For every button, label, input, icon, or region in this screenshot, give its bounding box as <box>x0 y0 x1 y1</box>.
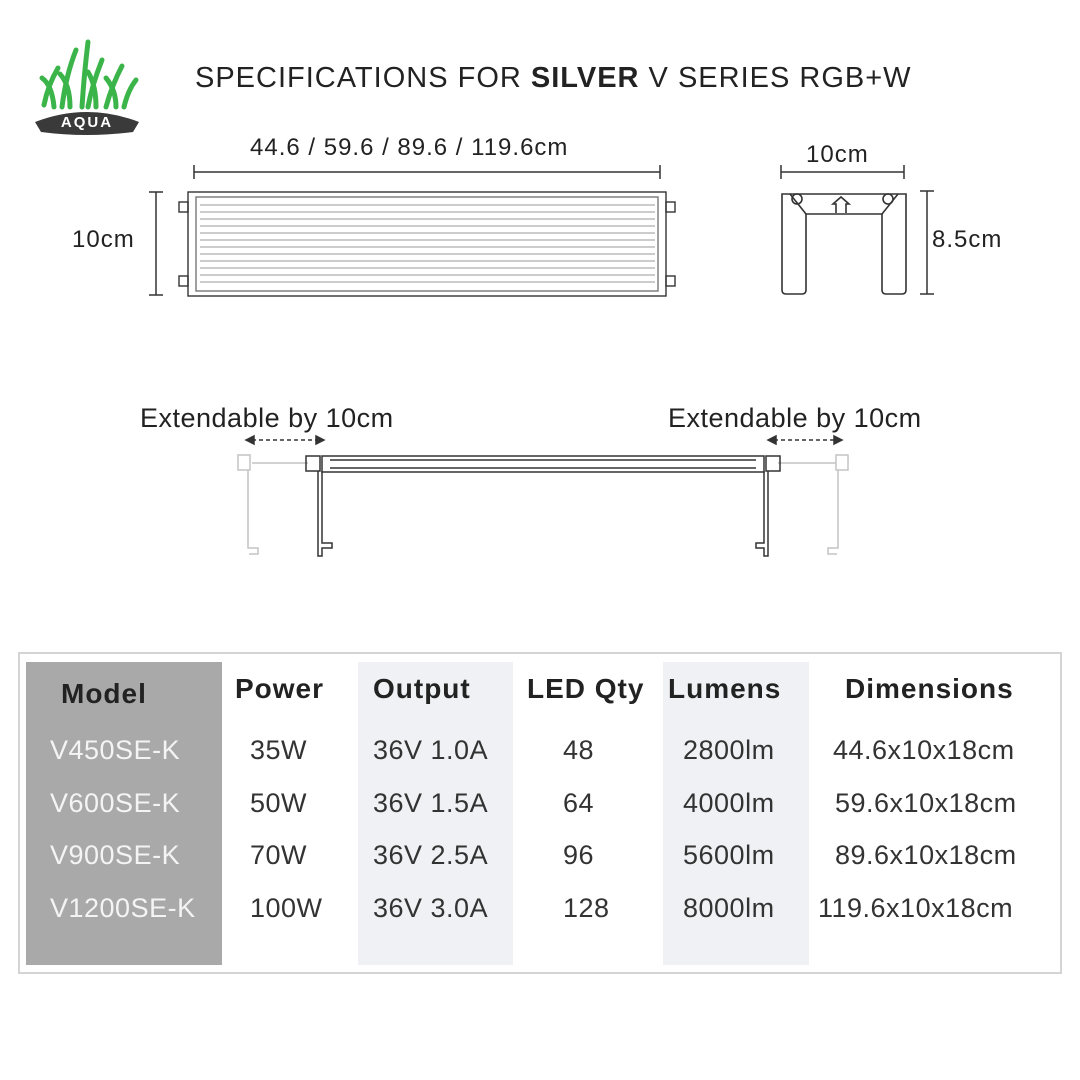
table-cell-power: 70W <box>250 840 308 870</box>
extend-arrow-left <box>246 436 324 444</box>
table-cell-lumens: 2800lm <box>683 735 775 765</box>
table-cell-dimensions: 119.6x10x18cm <box>818 893 1014 923</box>
table-cell-led-qty: 128 <box>563 893 610 923</box>
title-emphasis: SILVER <box>530 62 640 94</box>
table-cell-lumens: 5600lm <box>683 840 775 870</box>
extend-arrow-right <box>768 436 842 444</box>
table-cell-model: V600SE-K <box>50 788 181 818</box>
extend-label-right: Extendable by 10cm <box>668 403 922 433</box>
table-cell-led-qty: 64 <box>563 788 595 818</box>
lamp-top-view <box>179 192 675 296</box>
table-cell-lumens: 8000lm <box>683 893 775 923</box>
table-cell-model: V1200SE-K <box>50 893 196 923</box>
table-cell-output: 36V 1.0A <box>373 735 489 765</box>
table-cell-power: 50W <box>250 788 308 818</box>
ghost-bracket-right <box>778 455 848 554</box>
table-cell-lumens: 4000lm <box>683 788 775 818</box>
end-width-dimension-line <box>781 165 904 179</box>
header-dimensions: Dimensions <box>845 673 1014 704</box>
table-cell-output: 36V 2.5A <box>373 840 489 870</box>
table-cell-model: V900SE-K <box>50 840 181 870</box>
table-cell-dimensions: 59.6x10x18cm <box>835 788 1017 818</box>
header-model: Model <box>61 678 147 709</box>
table-cell-led-qty: 96 <box>563 840 595 870</box>
header-output: Output <box>373 673 471 704</box>
table-cell-output: 36V 3.0A <box>373 893 489 923</box>
length-label: 44.6 / 59.6 / 89.6 / 119.6cm <box>250 134 569 161</box>
table-cell-power: 100W <box>250 893 323 923</box>
lamp-side-view <box>238 455 848 556</box>
lamp-end-view <box>782 194 906 294</box>
depth-label: 10cm <box>72 226 135 253</box>
extend-label-left: Extendable by 10cm <box>140 403 394 433</box>
table-cell-model: V450SE-K <box>50 735 181 765</box>
table-cell-dimensions: 89.6x10x18cm <box>835 840 1017 870</box>
page-title: SPECIFICATIONS FOR SILVER V SERIES RGB+W <box>195 62 912 94</box>
header-power: Power <box>235 673 325 704</box>
header-led-qty: LED Qty <box>527 673 645 704</box>
end-width-label: 10cm <box>806 141 869 168</box>
end-height-label: 8.5cm <box>932 226 1003 253</box>
lamp-body <box>306 456 780 556</box>
ghost-bracket-left <box>238 455 308 554</box>
depth-dimension-line <box>149 192 163 295</box>
table-cell-led-qty: 48 <box>563 735 595 765</box>
table-cell-power: 35W <box>250 735 308 765</box>
end-height-dimension-line <box>920 191 934 294</box>
logo-text: AQUA <box>60 114 114 131</box>
table-cell-dimensions: 44.6x10x18cm <box>833 735 1015 765</box>
header-lumens: Lumens <box>668 673 782 704</box>
table-cell-output: 36V 1.5A <box>373 788 489 818</box>
length-dimension-line <box>194 165 660 179</box>
